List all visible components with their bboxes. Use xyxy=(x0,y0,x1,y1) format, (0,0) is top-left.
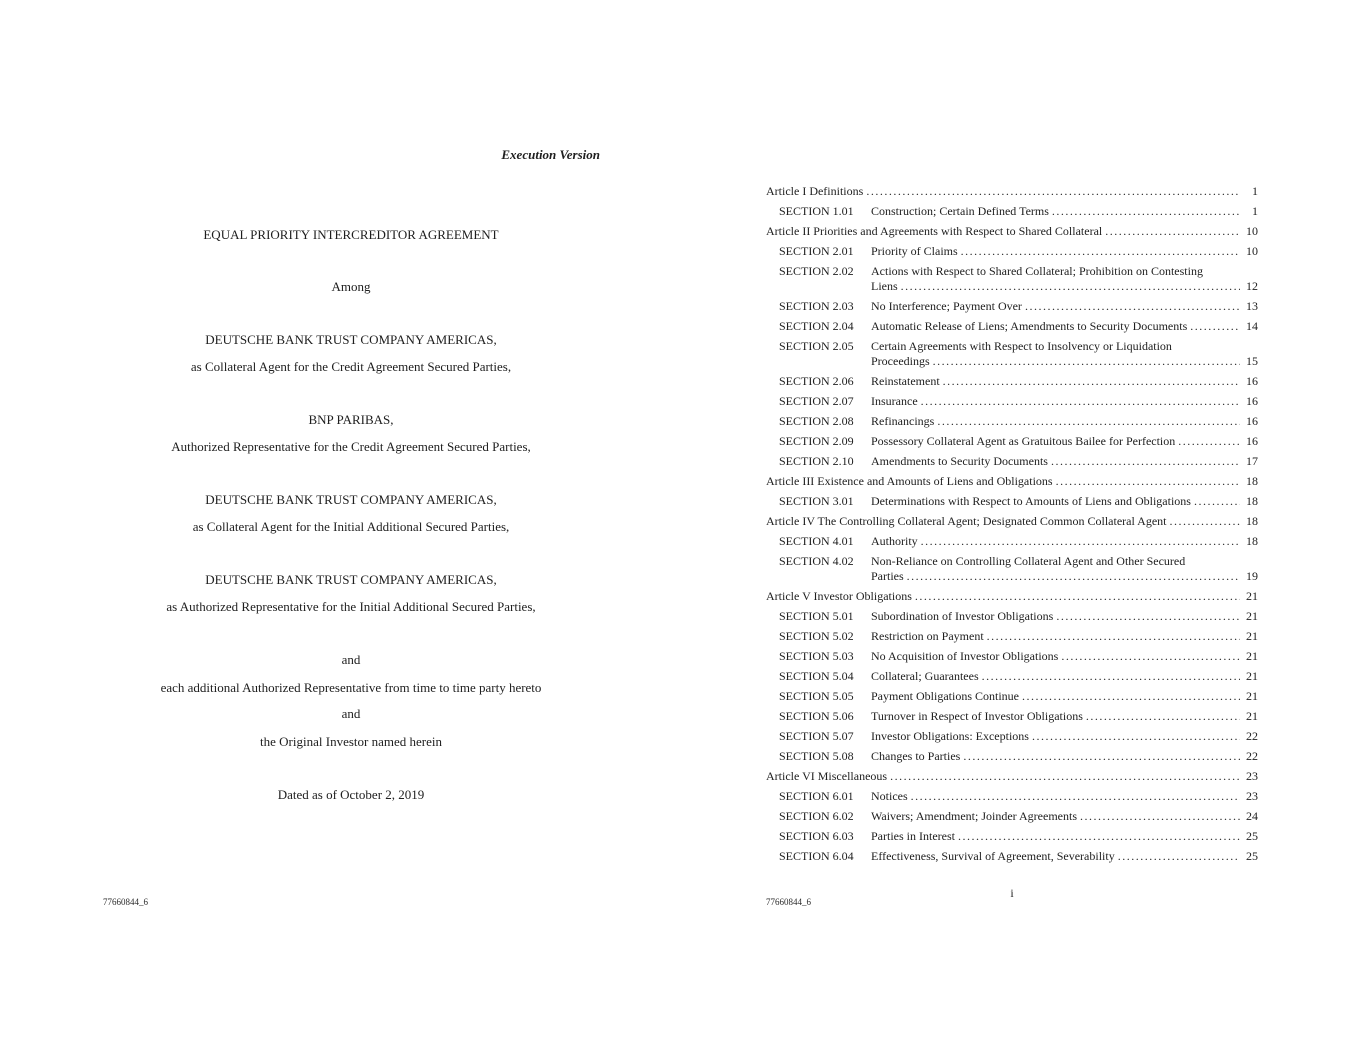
toc-section-label: SECTION 6.01 xyxy=(779,789,854,803)
toc-dot-leader xyxy=(1080,809,1240,824)
toc-dot-leader xyxy=(1086,709,1240,724)
document-number-footer: 77660844_6 xyxy=(103,897,148,907)
toc-dot-leader xyxy=(943,374,1240,389)
toc-entry-section xyxy=(766,374,1258,389)
toc-dot-leader xyxy=(1190,319,1240,334)
toc-entry-title: Certain Agreements with Respect to Insolvency or Liquidation xyxy=(871,339,1172,353)
toc-page-number: 23 xyxy=(1246,769,1258,783)
toc-entry-article xyxy=(766,514,1258,529)
toc-section-label: SECTION 5.02 xyxy=(779,629,854,643)
toc-section-label: SECTION 2.01 xyxy=(779,244,854,258)
toc-section-label: SECTION 5.05 xyxy=(779,689,854,703)
toc-section-label: SECTION 2.05 xyxy=(779,339,854,353)
toc-entry-title: Automatic Release of Liens; Amendments to Security Documents xyxy=(871,319,1188,333)
toc-dot-leader xyxy=(1105,224,1240,239)
table-of-contents xyxy=(766,184,1258,869)
toc-entry-title2: Proceedings xyxy=(871,354,930,368)
toc-page-number: 18 xyxy=(1246,514,1258,528)
toc-page-number: 10 xyxy=(1246,224,1258,238)
toc-dot-leader xyxy=(961,244,1240,259)
toc-page-number: 16 xyxy=(1246,374,1258,388)
and-label: and xyxy=(341,706,361,721)
toc-section-label: SECTION 5.07 xyxy=(779,729,854,743)
toc-entry-section xyxy=(766,339,1258,369)
toc-entry-section xyxy=(766,454,1258,469)
party-role: as Collateral Agent for the Credit Agreement Secured Parties, xyxy=(190,359,512,374)
toc-entry-title: Amendments to Security Documents xyxy=(871,454,1048,468)
party-name: DEUTSCHE BANK TRUST COMPANY AMERICAS, xyxy=(205,492,497,507)
toc-entry-section xyxy=(766,554,1258,584)
toc-entry-title: Article IV The Controlling Collateral Agent; Designated Common Collateral Agent xyxy=(766,514,1167,528)
toc-page-number: 21 xyxy=(1246,629,1258,643)
toc-dot-leader xyxy=(987,629,1240,644)
toc-dot-leader xyxy=(937,414,1240,429)
toc-page-number: 25 xyxy=(1246,849,1258,863)
toc-entry-section xyxy=(766,689,1258,704)
toc-entry-title: Article II Priorities and Agreements with Respect to Shared Collateral xyxy=(766,224,1103,238)
toc-entry-title: Notices xyxy=(871,789,908,803)
toc-dot-leader xyxy=(901,279,1240,294)
toc-section-label: SECTION 4.02 xyxy=(779,554,854,568)
and-label: and xyxy=(341,652,361,667)
toc-page-number: 18 xyxy=(1246,494,1258,508)
toc-dot-leader xyxy=(907,569,1240,584)
party-name: BNP PARIBAS, xyxy=(308,412,394,427)
toc-dot-leader xyxy=(1052,204,1240,219)
toc-entry-title: Turnover in Respect of Investor Obligations xyxy=(871,709,1083,723)
toc-page-number: 21 xyxy=(1246,669,1258,683)
toc-entry-section xyxy=(766,494,1258,509)
among-label: Among xyxy=(331,279,371,294)
toc-entry-title: Article V Investor Obligations xyxy=(766,589,912,603)
toc-dot-leader xyxy=(1118,849,1240,864)
toc-entry-title: Payment Obligations Continue xyxy=(871,689,1019,703)
toc-entry-title: Subordination of Investor Obligations xyxy=(871,609,1054,623)
toc-entry-title: Determinations with Respect to Amounts of Liens and Obligations xyxy=(871,494,1191,508)
toc-page-number: 10 xyxy=(1246,244,1258,258)
dated-line: Dated as of October 2, 2019 xyxy=(277,787,425,802)
toc-section-label: SECTION 2.10 xyxy=(779,454,854,468)
toc-dot-leader xyxy=(866,184,1240,199)
toc-page-number: 21 xyxy=(1246,649,1258,663)
toc-entry-title: Collateral; Guarantees xyxy=(871,669,979,683)
toc-page-number: 1 xyxy=(1252,184,1258,198)
toc-dot-leader xyxy=(890,769,1240,784)
toc-entry-title2: Parties xyxy=(871,569,904,583)
toc-section-label: SECTION 2.03 xyxy=(779,299,854,313)
toc-page-number: 17 xyxy=(1246,454,1258,468)
toc-dot-leader xyxy=(915,589,1240,604)
execution-version-label: Execution Version xyxy=(501,147,600,162)
toc-page-number: 16 xyxy=(1246,434,1258,448)
toc-section-label: SECTION 6.02 xyxy=(779,809,854,823)
toc-page-number: 12 xyxy=(1246,279,1258,293)
toc-entry-title: Parties in Interest xyxy=(871,829,955,843)
toc-entry-section xyxy=(766,829,1258,844)
toc-page-number: 21 xyxy=(1246,709,1258,723)
toc-entry-article xyxy=(766,224,1258,239)
toc-dot-leader xyxy=(1178,434,1240,449)
toc-dot-leader xyxy=(1051,454,1240,469)
toc-page-number: 24 xyxy=(1246,809,1258,823)
toc-entry-title: Changes to Parties xyxy=(871,749,961,763)
toc-entry-section xyxy=(766,849,1258,864)
toc-entry-title: No Interference; Payment Over xyxy=(871,299,1022,313)
toc-section-label: SECTION 5.01 xyxy=(779,609,854,623)
toc-entry-section xyxy=(766,709,1258,724)
toc-dot-leader xyxy=(921,394,1240,409)
toc-dot-leader xyxy=(1056,609,1240,624)
toc-entry-title: Possessory Collateral Agent as Gratuitous Bailee for Perfection xyxy=(871,434,1176,448)
toc-entry-title: Construction; Certain Defined Terms xyxy=(871,204,1049,218)
toc-entry-section xyxy=(766,264,1258,294)
toc-section-label: SECTION 6.04 xyxy=(779,849,854,863)
toc-dot-leader xyxy=(963,749,1240,764)
toc-section-label: SECTION 2.07 xyxy=(779,394,854,408)
party-role: Authorized Representative for the Credit Agreement Secured Parties, xyxy=(171,439,531,454)
toc-page-number: 22 xyxy=(1246,749,1258,763)
toc-page-number: 23 xyxy=(1246,789,1258,803)
toc-entry-section xyxy=(766,394,1258,409)
toc-entry-article xyxy=(766,769,1258,784)
toc-page-number: 15 xyxy=(1246,354,1258,368)
toc-page-number: 16 xyxy=(1246,414,1258,428)
toc-entry-section xyxy=(766,299,1258,314)
toc-dot-leader xyxy=(982,669,1240,684)
toc-entry-title2: Liens xyxy=(871,279,898,293)
toc-entry-article xyxy=(766,474,1258,489)
toc-page-number: 19 xyxy=(1246,569,1258,583)
toc-entry-section xyxy=(766,414,1258,429)
additional-representative-line: each additional Authorized Representative from time to time party hereto xyxy=(160,680,542,695)
toc-section-label: SECTION 2.08 xyxy=(779,414,854,428)
toc-dot-leader xyxy=(1061,649,1240,664)
toc-entry-title: Article I Definitions xyxy=(766,184,864,198)
party-name: DEUTSCHE BANK TRUST COMPANY AMERICAS, xyxy=(205,572,497,587)
toc-page-number: 25 xyxy=(1246,829,1258,843)
toc-entry-section xyxy=(766,809,1258,824)
toc-page-number: 21 xyxy=(1246,609,1258,623)
toc-dot-leader xyxy=(1056,474,1240,489)
toc-entry-title: No Acquisition of Investor Obligations xyxy=(871,649,1059,663)
toc-entry-section xyxy=(766,669,1258,684)
toc-entry-title: Priority of Claims xyxy=(871,244,958,258)
toc-section-label: SECTION 6.03 xyxy=(779,829,854,843)
toc-entry-title: Article III Existence and Amounts of Liens and Obligations xyxy=(766,474,1053,488)
toc-section-label: SECTION 5.06 xyxy=(779,709,854,723)
toc-dot-leader xyxy=(958,829,1240,844)
toc-page-number: 21 xyxy=(1246,589,1258,603)
toc-page-number: 16 xyxy=(1246,394,1258,408)
toc-entry-title: Actions with Respect to Shared Collateral; Prohibition on Contesting xyxy=(871,264,1203,278)
toc-entry-section xyxy=(766,244,1258,259)
toc-entry-title: Authority xyxy=(871,534,918,548)
toc-page-number: 18 xyxy=(1246,474,1258,488)
toc-page-number: 14 xyxy=(1246,319,1258,333)
toc-dot-leader xyxy=(1022,689,1240,704)
toc-entry-section xyxy=(766,749,1258,764)
toc-section-label: SECTION 2.06 xyxy=(779,374,854,388)
toc-page-number: 13 xyxy=(1246,299,1258,313)
toc-entry-section xyxy=(766,609,1258,624)
toc-page-number: 18 xyxy=(1246,534,1258,548)
party-role: as Authorized Representative for the Initial Additional Secured Parties, xyxy=(166,599,536,614)
toc-section-label: SECTION 4.01 xyxy=(779,534,854,548)
cover-page xyxy=(102,0,600,1055)
toc-entry-title: Investor Obligations: Exceptions xyxy=(871,729,1029,743)
toc-entry-section xyxy=(766,434,1258,449)
toc-entry-title: Effectiveness, Survival of Agreement, Severability xyxy=(871,849,1115,863)
toc-page-number: 21 xyxy=(1246,689,1258,703)
toc-dot-leader xyxy=(921,534,1240,549)
toc-page-number: 22 xyxy=(1246,729,1258,743)
toc-entry-title: Non-Reliance on Controlling Collateral Agent and Other Secured xyxy=(871,554,1186,568)
agreement-title: EQUAL PRIORITY INTERCREDITOR AGREEMENT xyxy=(203,227,499,242)
toc-dot-leader xyxy=(1025,299,1240,314)
toc-section-label: SECTION 5.08 xyxy=(779,749,854,763)
toc-dot-leader xyxy=(933,354,1240,369)
toc-entry-title: Article VI Miscellaneous xyxy=(766,769,888,783)
toc-dot-leader xyxy=(1194,494,1240,509)
toc-dot-leader xyxy=(1032,729,1240,744)
party-name: DEUTSCHE BANK TRUST COMPANY AMERICAS, xyxy=(205,332,497,347)
toc-section-label: SECTION 2.02 xyxy=(779,264,854,278)
toc-section-label: SECTION 2.04 xyxy=(779,319,854,333)
toc-entry-article xyxy=(766,184,1258,199)
document-number-footer: 77660844_6 xyxy=(766,897,811,907)
toc-entry-section xyxy=(766,649,1258,664)
original-investor-line: the Original Investor named herein xyxy=(260,734,442,749)
toc-section-label: SECTION 2.09 xyxy=(779,434,854,448)
toc-section-label: SECTION 1.01 xyxy=(779,204,854,218)
toc-entry-section xyxy=(766,204,1258,219)
toc-section-label: SECTION 5.04 xyxy=(779,669,854,683)
toc-entry-article xyxy=(766,589,1258,604)
party-role: as Collateral Agent for the Initial Additional Secured Parties, xyxy=(192,519,510,534)
toc-section-label: SECTION 3.01 xyxy=(779,494,854,508)
toc-entry-section xyxy=(766,729,1258,744)
toc-entry-title: Refinancings xyxy=(871,414,935,428)
toc-entry-title: Reinstatement xyxy=(871,374,940,388)
toc-entry-title: Waivers; Amendment; Joinder Agreements xyxy=(871,809,1077,823)
toc-entry-title: Insurance xyxy=(871,394,918,408)
toc-dot-leader xyxy=(1169,514,1240,529)
toc-entry-title: Restriction on Payment xyxy=(871,629,984,643)
toc-section-label: SECTION 5.03 xyxy=(779,649,854,663)
toc-dot-leader xyxy=(911,789,1240,804)
toc-entry-section xyxy=(766,629,1258,644)
toc-entry-section xyxy=(766,534,1258,549)
toc-entry-section xyxy=(766,319,1258,334)
folio-page-number: i xyxy=(1010,886,1014,900)
toc-entry-section xyxy=(766,789,1258,804)
toc-page-number: 1 xyxy=(1252,204,1258,218)
